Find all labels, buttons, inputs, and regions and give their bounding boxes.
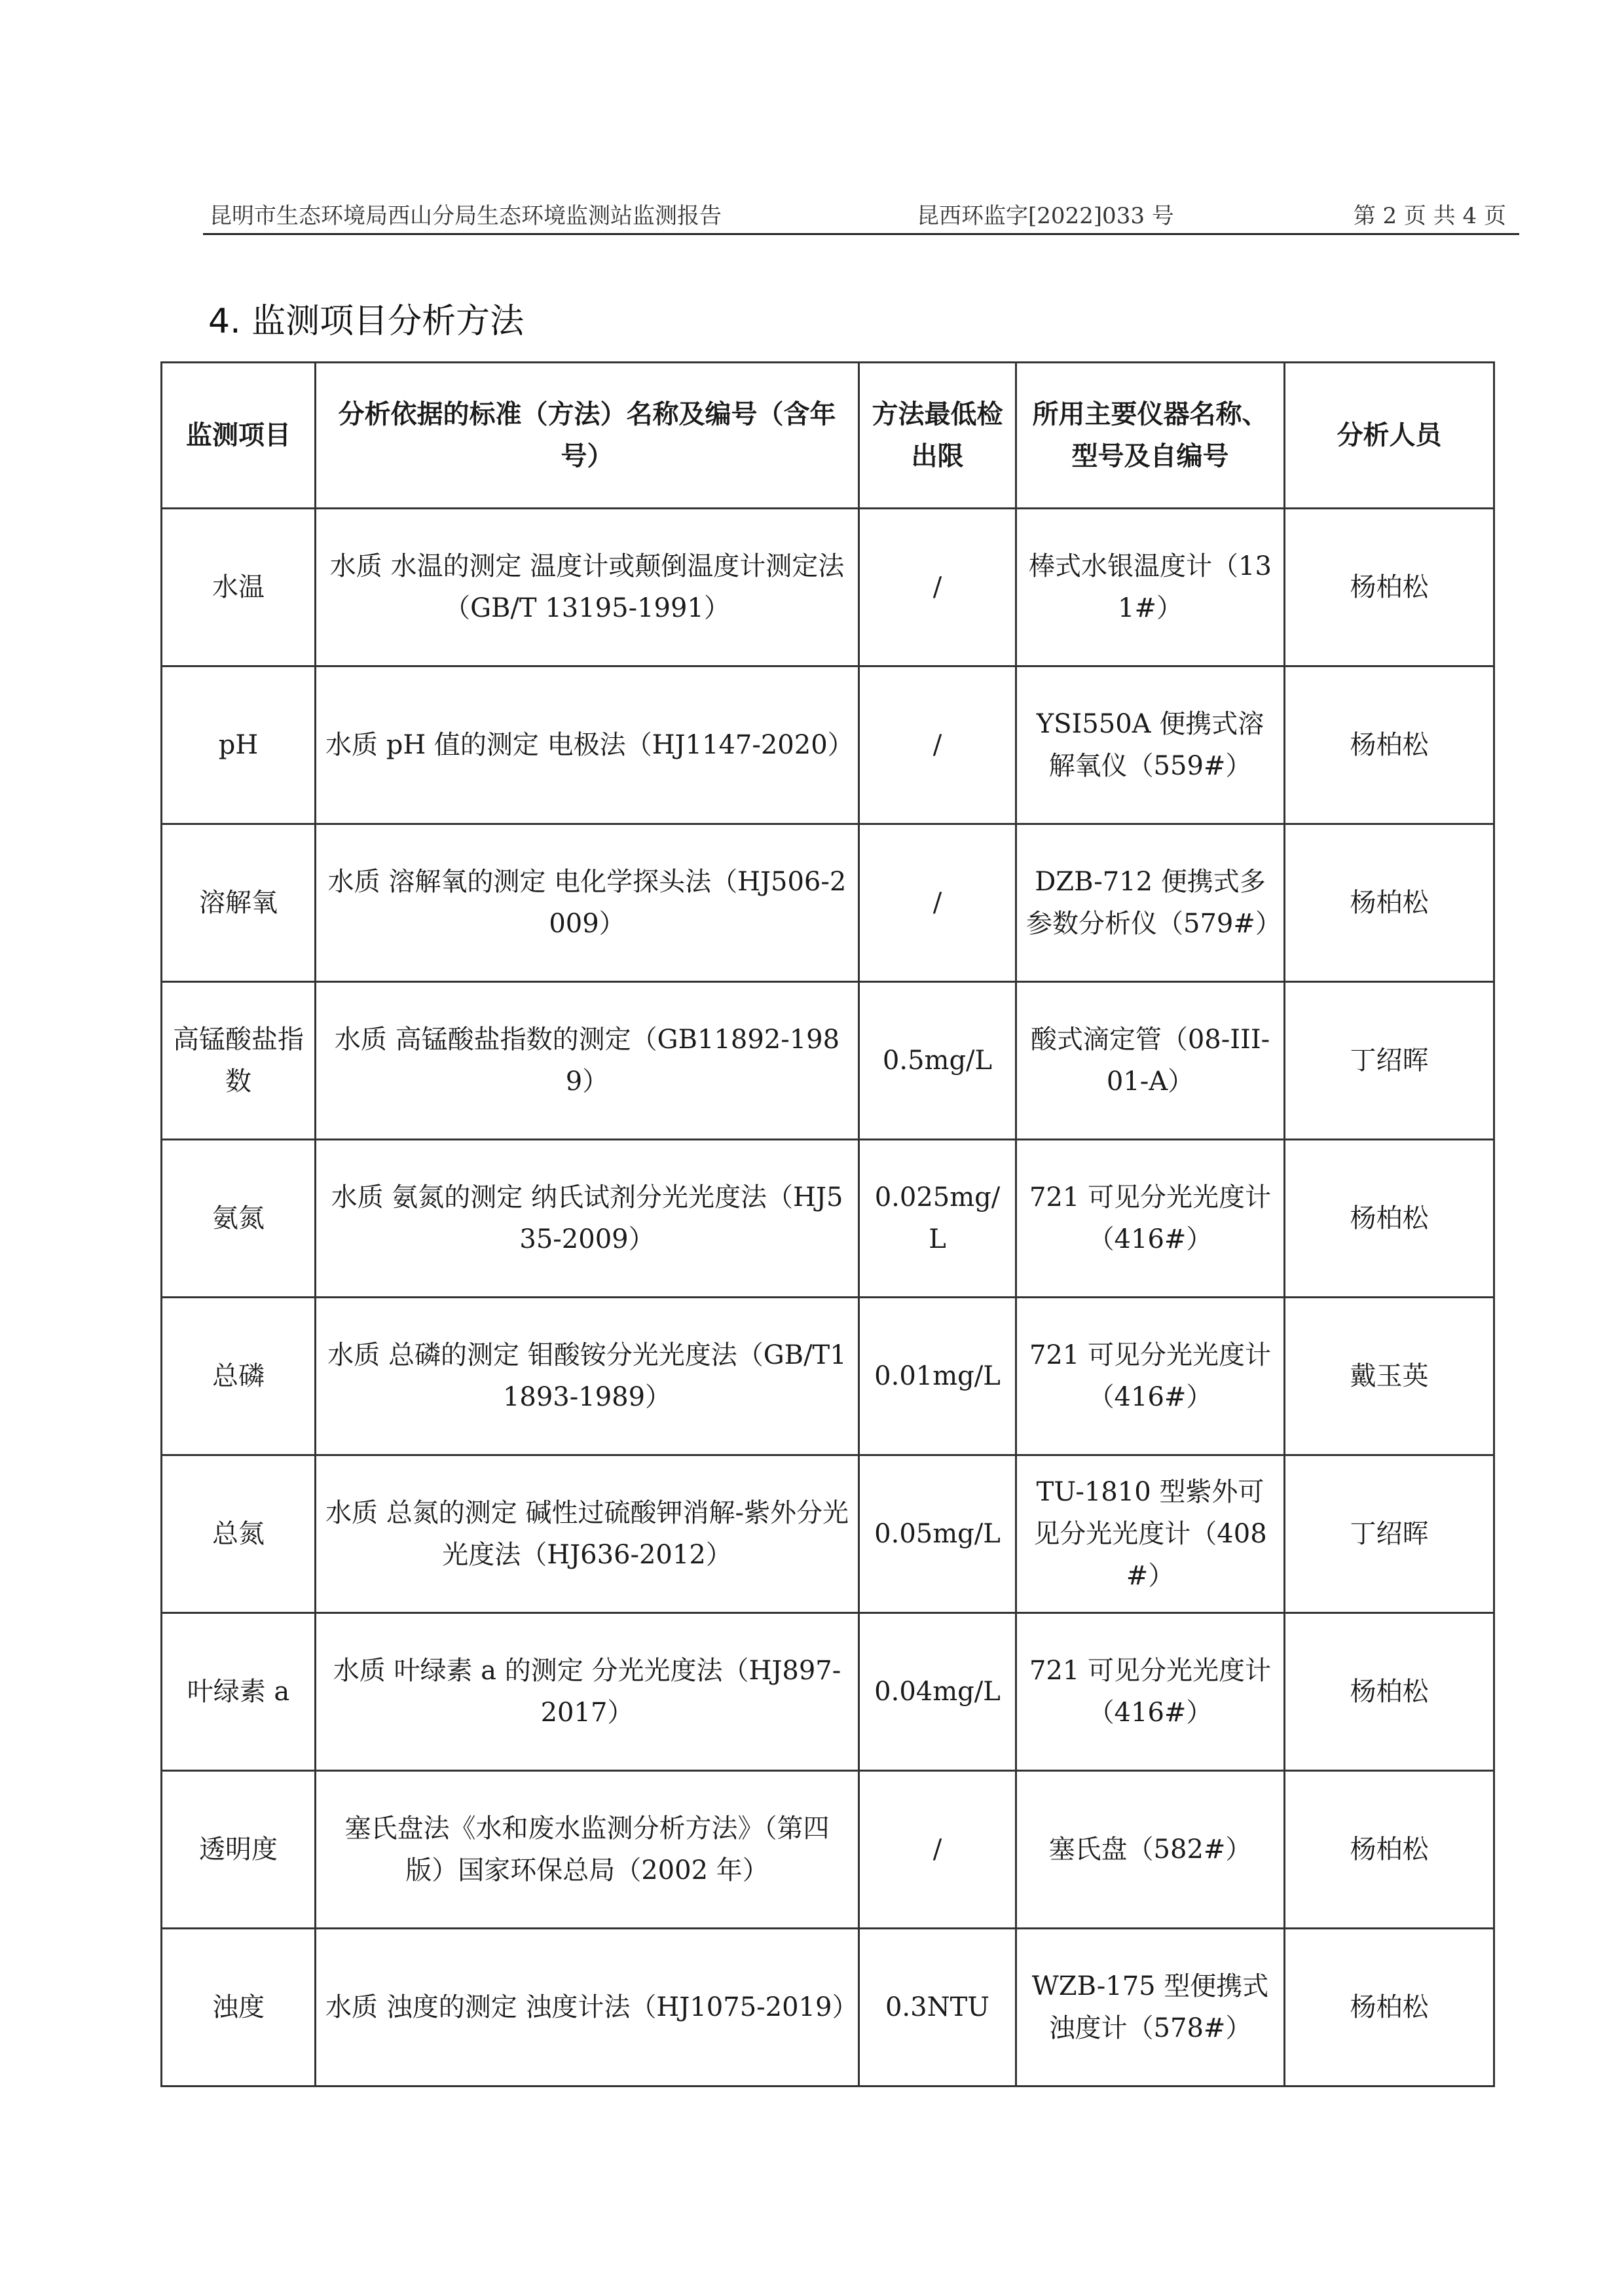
cell-limit: 0.025mg/L (859, 1140, 1016, 1298)
cell-item: 透明度 (162, 1771, 316, 1929)
table-row (162, 1455, 1494, 1613)
cell-instrument: 塞氏盘（582#） (1016, 1771, 1285, 1929)
cell-analyst: 杨柏松 (1285, 824, 1494, 982)
cell-analyst: 杨柏松 (1285, 1771, 1494, 1929)
cell-limit: 0.5mg/L (859, 982, 1016, 1140)
cell-instrument: 721 可见分光光度计（416#） (1016, 1140, 1285, 1298)
cell-method: 水质 高锰酸盐指数的测定（GB11892-1989） (316, 982, 859, 1140)
table-row (162, 509, 1494, 666)
cell-analyst: 杨柏松 (1285, 1613, 1494, 1771)
table-row (162, 666, 1494, 824)
cell-item: 水温 (162, 509, 316, 666)
cell-analyst: 杨柏松 (1285, 1929, 1494, 2086)
cell-analyst: 丁绍晖 (1285, 982, 1494, 1140)
cell-method: 水质 氨氮的测定 纳氏试剂分光光度法（HJ535-2009） (316, 1140, 859, 1298)
cell-analyst: 杨柏松 (1285, 1140, 1494, 1298)
table-row (162, 824, 1494, 982)
cell-item: 溶解氧 (162, 824, 316, 982)
cell-instrument: WZB-175 型便携式浊度计（578#） (1016, 1929, 1285, 2086)
cell-analyst: 杨柏松 (1285, 509, 1494, 666)
col-header-analyst: 分析人员 (1285, 363, 1494, 509)
cell-limit: / (859, 1771, 1016, 1929)
cell-method: 水质 溶解氧的测定 电化学探头法（HJ506-2009） (316, 824, 859, 982)
cell-analyst: 杨柏松 (1285, 666, 1494, 824)
page-header (203, 191, 1519, 235)
col-header-method: 分析依据的标准（方法）名称及编号（含年号） (316, 363, 859, 509)
cell-item: 总磷 (162, 1298, 316, 1455)
cell-instrument: TU-1810 型紫外可见分光光度计（408#） (1016, 1455, 1285, 1613)
table-row (162, 1929, 1494, 2086)
methods-table (160, 361, 1495, 2087)
cell-instrument: DZB-712 便携式多参数分析仪（579#） (1016, 824, 1285, 982)
cell-limit: 0.01mg/L (859, 1298, 1016, 1455)
cell-method: 水质 浊度的测定 浊度计法（HJ1075-2019） (316, 1929, 859, 2086)
table-row (162, 1771, 1494, 1929)
cell-analyst: 戴玉英 (1285, 1298, 1494, 1455)
cell-method: 水质 pH 值的测定 电极法（HJ1147-2020） (316, 666, 859, 824)
cell-item: 氨氮 (162, 1140, 316, 1298)
report-org: 昆明市生态环境局西山分局生态环境监测站监测报告 (210, 203, 722, 229)
table-header-row (162, 363, 1494, 509)
cell-method: 塞氏盘法《水和废水监测分析方法》（第四版）国家环保总局（2002 年） (316, 1771, 859, 1929)
cell-item: 叶绿素 a (162, 1613, 316, 1771)
table-row (162, 982, 1494, 1140)
cell-limit: / (859, 509, 1016, 666)
col-header-instrument: 所用主要仪器名称、型号及自编号 (1016, 363, 1285, 509)
cell-item: pH (162, 666, 316, 824)
report-number: 昆西环监字[2022]033 号 (917, 203, 1174, 229)
cell-instrument: 棒式水银温度计（131#） (1016, 509, 1285, 666)
cell-limit: 0.3NTU (859, 1929, 1016, 2086)
cell-analyst: 丁绍晖 (1285, 1455, 1494, 1613)
cell-limit: / (859, 824, 1016, 982)
cell-instrument: YSI550A 便携式溶解氧仪（559#） (1016, 666, 1285, 824)
cell-method: 水质 叶绿素 a 的测定 分光光度法（HJ897-2017） (316, 1613, 859, 1771)
cell-instrument: 721 可见分光光度计（416#） (1016, 1298, 1285, 1455)
cell-instrument: 721 可见分光光度计（416#） (1016, 1613, 1285, 1771)
table-row (162, 1298, 1494, 1455)
cell-method: 水质 总磷的测定 钼酸铵分光光度法（GB/T11893-1989） (316, 1298, 859, 1455)
table-row (162, 1613, 1494, 1771)
cell-limit: 0.05mg/L (859, 1455, 1016, 1613)
cell-item: 高锰酸盐指数 (162, 982, 316, 1140)
cell-item: 总氮 (162, 1455, 316, 1613)
cell-limit: 0.04mg/L (859, 1613, 1016, 1771)
cell-item: 浊度 (162, 1929, 316, 2086)
cell-method: 水质 总氮的测定 碱性过硫酸钾消解-紫外分光光度法（HJ636-2012） (316, 1455, 859, 1613)
cell-limit: / (859, 666, 1016, 824)
cell-method: 水质 水温的测定 温度计或颠倒温度计测定法（GB/T 13195-1991） (316, 509, 859, 666)
table-row (162, 1140, 1494, 1298)
col-header-limit: 方法最低检出限 (859, 363, 1016, 509)
cell-instrument: 酸式滴定管（08-III-01-A） (1016, 982, 1285, 1140)
col-header-item: 监测项目 (162, 363, 316, 509)
page-indicator: 第 2 页 共 4 页 (1353, 203, 1506, 229)
section-title: 4. 监测项目分析方法 (208, 302, 525, 341)
